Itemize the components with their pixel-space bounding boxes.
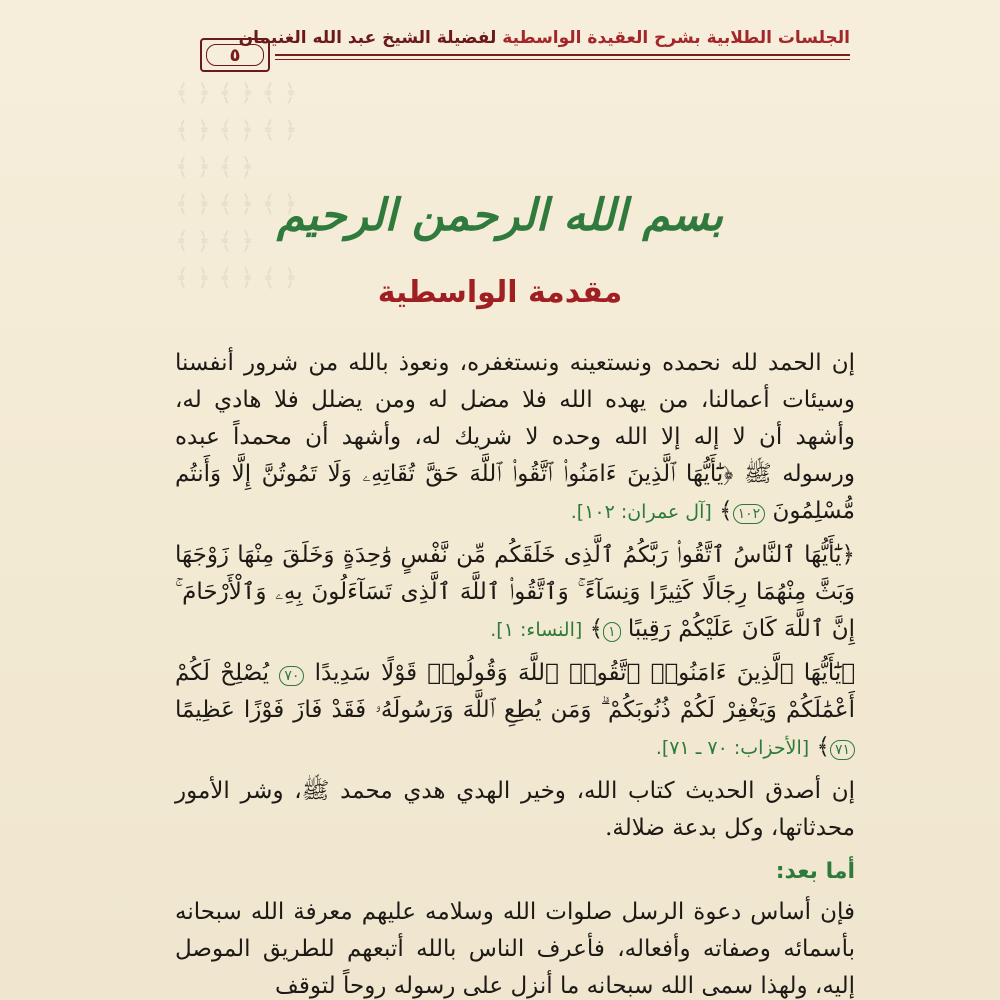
quran-verse-3a: ﴿يَٰٓأَيُّهَا ٱلَّذِينَ ءَامَنُوا۟ ٱتَّقُوا۟ ٱللَّهَ وَقُولُوا۟ قَوْلًا سَدِيدًا <box>314 660 856 686</box>
bleed-through-texture: ﴿ ﴾ ﴿ ﴾ ﴿ ﴾ ﴿ ﴾ ﴿ ﴾ ﴿ ﴾ ﴿ ﴾ ﴿ ﴾ ﴿ ﴾ ﴿ ﴾ ﴿ ﴾ ﴿ ﴾ ﴿ ﴾ ﴿ ﴾ ﴿ ﴾ ﴿ ﴾ <box>175 79 298 292</box>
paragraph-opening: إن الحمد لله نحمده ونستعينه ونستغفره، ونعوذ بالله من شرور أنفسنا وسيئات أعمالنا، من يهده الله فلا مضل له ومن يضلل فلا هادي له، وأشهد أن لا إله إلا الله وحده لا شريك له، وأشهد أن محمداً عبده ورسوله ﷺ ﴿يَٰٓأَيُّهَا ٱلَّذِينَ ءَامَنُوا۟ ٱتَّقُوا۟ ٱللَّهَ حَقَّ تُقَاتِهِۦ وَلَا تَمُوتُنَّ إِلَّا وَأَنتُم مُّسْلِمُونَ ١٠٢﴾ [آل عمران: ١٠٢]. <box>175 350 856 524</box>
section-title: مقدمة الواسطية <box>377 275 623 310</box>
header-author: لفضيلة الشيخ عبد الله الغنيمان <box>238 28 497 48</box>
paragraph-verse-2: ﴿يَٰٓأَيُّهَا ٱلنَّاسُ ٱتَّقُوا۟ رَبَّكُمُ ٱلَّذِى خَلَقَكُم مِّن نَّفْسٍ وَٰحِدَةٍ وَخَلَقَ مِنْهَا زَوْجَهَا وَبَثَّ مِنْهُمَا رِجَالًا كَثِيرًا وَنِسَآءً ۚ وَٱتَّقُوا۟ ٱللَّهَ ٱلَّذِى تَسَآءَلُونَ بِهِۦ وَٱلْأَرْحَامَ ۚ إِنَّ ٱللَّهَ كَانَ عَلَيْكُمْ رَقِيبًا ١﴾ [النساء: ١]. <box>175 542 855 642</box>
header-rule <box>275 54 850 56</box>
paragraph-verse-3: ﴿يَٰٓأَيُّهَا ٱلَّذِينَ ءَامَنُوا۟ ٱتَّقُوا۟ ٱللَّهَ وَقُولُوا۟ قَوْلًا سَدِيدًا ٧٠ يُصْلِحْ لَكُمْ أَعْمَٰلَكُمْ وَيَغْفِرْ لَكُمْ ذُنُوبَكُمْ ۗ وَمَن يُطِعِ ٱللَّهَ وَرَسُولَهُۥ فَقَدْ فَازَ فَوْزًا عَظِيمًا ٧١﴾ [الأحزاب: ٧٠ ـ ٧١]. <box>175 660 856 760</box>
aya-number-badge: ٧٠ <box>279 666 304 686</box>
quran-verse-2: ﴿يَٰٓأَيُّهَا ٱلنَّاسُ ٱتَّقُوا۟ رَبَّكُمُ ٱلَّذِى خَلَقَكُم مِّن نَّفْسٍ وَٰحِدَةٍ وَخَلَقَ مِنْهَا زَوْجَهَا وَبَثَّ مِنْهُمَا رِجَالًا كَثِيرًا وَنِسَآءً ۚ وَٱتَّقُوا۟ ٱللَّهَ ٱلَّذِى تَسَآءَلُونَ بِهِۦ وَٱلْأَرْحَامَ ۚ إِنَّ ٱللَّهَ كَانَ عَلَيْكُمْ رَقِيبًا <box>175 542 855 642</box>
quran-verse-3b: يُصْلِحْ لَكُمْ أَعْمَٰلَكُمْ وَيَغْفِرْ لَكُمْ ذُنُوبَكُمْ ۗ وَمَن يُطِعِ ٱللَّهَ وَرَسُولَهُۥ فَقَدْ فَازَ فَوْزًا عَظِيمًا <box>175 660 855 723</box>
amma-bad-heading: أما بعد: <box>775 859 855 884</box>
aya-number-badge: ١٠٢ <box>733 504 766 524</box>
header-rule-thin <box>275 59 850 60</box>
body-text <box>175 345 855 1000</box>
quran-verse-1: ﴿يَٰٓأَيُّهَا ٱلَّذِينَ ءَامَنُوا۟ ٱتَّقُوا۟ ٱللَّهَ حَقَّ تُقَاتِهِۦ وَلَا تَمُوتُنَّ إِلَّا وَأَنتُم مُّسْلِمُونَ <box>175 461 855 524</box>
opening-sermon-text: إن الحمد لله نحمده ونستعينه ونستغفره، ونعوذ بالله من شرور أنفسنا وسيئات أعمالنا، من يهده الله فلا مضل له ومن يضلل فلا هادي له، وأشهد أن لا إله إلا الله وحده لا شريك له، وأشهد أن محمداً عبده ورسوله ﷺ <box>175 350 856 487</box>
page-number-frame <box>200 38 270 72</box>
aya-number-badge: ١ <box>603 622 621 642</box>
aya-number-badge: ٧١ <box>830 740 855 760</box>
paragraph-main: فإن أساس دعوة الرسل صلوات الله وسلامه عليهم معرفة الله سبحانه بأسمائه وصفاته وأفعاله، فأعرف الناس بالله أتبعهم للطريق الموصل إليه، ولهذا سمى الله سبحانه ما أنزل على رسوله روحاً لتوقف <box>175 899 855 999</box>
header-book-title: الجلسات الطلابية بشرح العقيدة الواسطية <box>502 28 850 48</box>
verse-reference-3: [الأحزاب: ٧٠ ـ ٧١]. <box>655 737 810 759</box>
verse-reference-2: [النساء: ١]. <box>490 619 583 641</box>
paragraph-hadith: إن أصدق الحديث كتاب الله، وخير الهدي هدي محمد ﷺ، وشر الأمور محدثاتها، وكل بدعة ضلالة. <box>175 778 855 841</box>
page-number: ٥ <box>206 44 264 66</box>
verse-reference-1: [آل عمران: ١٠٢]. <box>570 501 712 523</box>
basmala-calligraphy: بسم الله الرحمن الرحيم <box>276 190 724 241</box>
running-header <box>238 28 850 48</box>
